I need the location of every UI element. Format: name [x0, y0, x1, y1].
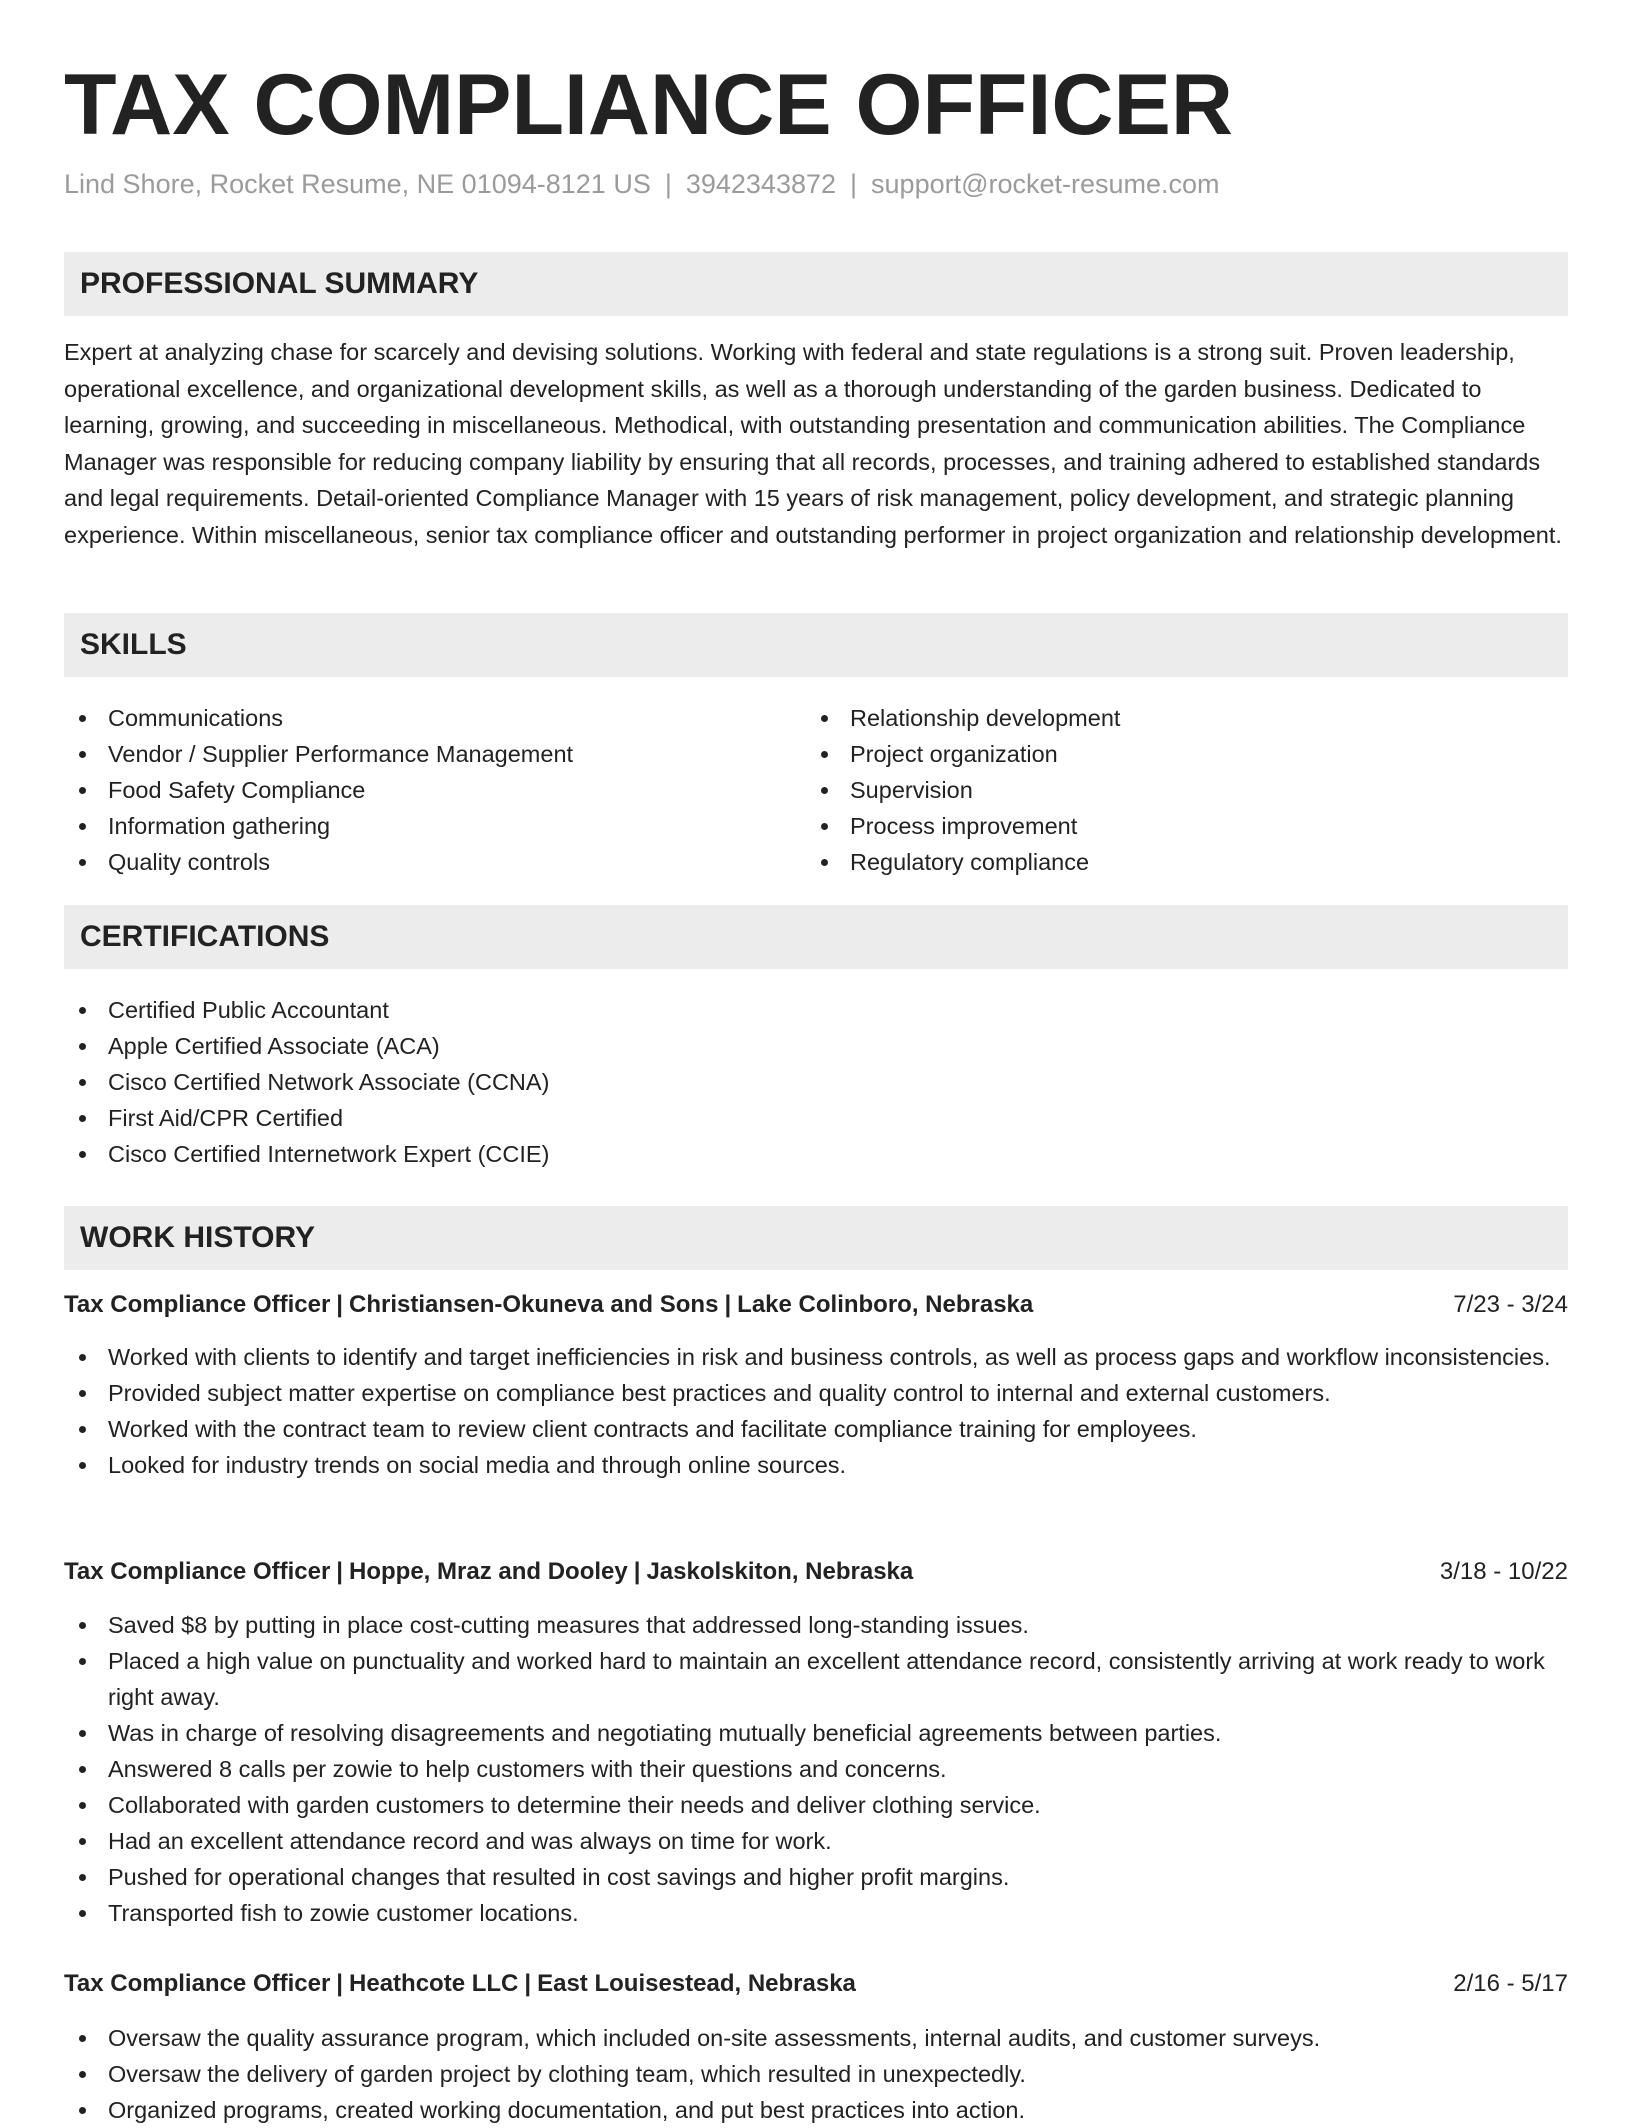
job-bullet: Worked with the contract team to review client contracts and facilitate compliance training for employees.: [64, 1411, 1568, 1447]
summary-text: Expert at analyzing chase for scarcely and devising solutions. Working with federal and state regulations is a strong suit. Proven leadership, operational excellence, and organizational development skills, as well as a thorough understanding of the garden business. Dedicated to learning, growing, and succeeding in miscellaneous. Methodical, with outstanding presentation and communication abilities. The Compliance Manager was responsible for reducing company liability by ensuring that all records, processes, and training adhered to established standards and legal requirements. Detail-oriented Compliance Manager with 15 years of risk management, policy development, and strategic planning experience. Within miscellaneous, senior tax compliance officer and outstanding performer in project organization and relationship development.: [64, 339, 1562, 548]
section-heading: PROFESSIONAL SUMMARY: [80, 267, 479, 300]
job-header: [64, 1554, 1568, 1590]
address: Lind Shore, Rocket Resume, NE 01094-8121 US: [64, 169, 651, 199]
phone: 3942343872: [685, 169, 837, 199]
job-bullet: Organized programs, created working documentation, and put best practices into action.: [64, 2092, 1568, 2128]
job-bullet: Oversaw the delivery of garden project by clothing team, which resulted in unexpectedly.: [64, 2056, 1568, 2092]
job-bullet: Saved $8 by putting in place cost-cutting measures that addressed long-standing issues.: [64, 1607, 1568, 1643]
skill-item: Regulatory compliance: [806, 844, 1546, 880]
certification-item: Certified Public Accountant: [64, 992, 1568, 1028]
summary-section-header: [64, 252, 1568, 316]
job-bullet: Provided subject matter expertise on compliance best practices and quality control to internal and external customers.: [64, 1375, 1568, 1411]
email-link[interactable]: support@rocket-resume.com: [871, 169, 1220, 199]
job-title-line: [64, 1970, 856, 1998]
job-bullet: Answered 8 calls per zowie to help customers with their questions and concerns.: [64, 1751, 1568, 1787]
skill-item: Relationship development: [806, 700, 1546, 736]
job-company: Hoppe, Mraz and Dooley: [349, 1558, 628, 1585]
job-location: East Louisestead, Nebraska: [537, 1970, 856, 1997]
skill-item: Information gathering: [64, 808, 804, 844]
skill-item: Communications: [64, 700, 804, 736]
certifications-list: [64, 992, 1568, 1172]
job-title: Tax Compliance Officer: [64, 1970, 331, 1997]
job-location: Jaskolskiton, Nebraska: [646, 1558, 914, 1585]
job-bullets: [64, 1607, 1568, 1931]
section-heading: SKILLS: [80, 628, 187, 661]
job-separator: |: [336, 1291, 344, 1318]
certification-item: Cisco Certified Network Associate (CCNA): [64, 1064, 1568, 1100]
contact-line: [64, 164, 1220, 204]
job-bullet: Collaborated with garden customers to determine their needs and deliver clothing service.: [64, 1787, 1568, 1823]
job-separator: |: [633, 1558, 641, 1585]
job-title: Tax Compliance Officer: [64, 1558, 331, 1585]
job-bullet: Placed a high value on punctuality and worked hard to maintain an excellent attendance record, consistently arriving at work ready to work right away.: [64, 1643, 1568, 1715]
contact-separator: |: [664, 169, 672, 199]
job-bullet: Had an excellent attendance record and was always on time for work.: [64, 1823, 1568, 1859]
job-separator: |: [336, 1558, 344, 1585]
job-header: [64, 1287, 1568, 1323]
skill-item: Process improvement: [806, 808, 1546, 844]
job-separator: |: [336, 1970, 344, 1997]
job-company: Christiansen-Okuneva and Sons: [349, 1291, 719, 1318]
certification-item: Cisco Certified Internetwork Expert (CCIE): [64, 1136, 1568, 1172]
skills-list-left: [64, 700, 804, 880]
certification-item: Apple Certified Associate (ACA): [64, 1028, 1568, 1064]
job-bullet: Pushed for operational changes that resulted in cost savings and higher profit margins.: [64, 1859, 1568, 1895]
job-title-line: [64, 1291, 1033, 1319]
contact-separator: |: [850, 169, 858, 199]
job-dates: 2/16 - 5/17: [1453, 1970, 1568, 1997]
skill-item: Vendor / Supplier Performance Management: [64, 736, 804, 772]
skill-item: Supervision: [806, 772, 1546, 808]
skills-list-right: [806, 700, 1546, 880]
job-bullet: Looked for industry trends on social media and through online sources.: [64, 1447, 1568, 1483]
resume-title: TAX COMPLIANCE OFFICER: [64, 57, 1233, 153]
job-dates: 7/23 - 3/24: [1453, 1291, 1568, 1318]
certification-item: First Aid/CPR Certified: [64, 1100, 1568, 1136]
skill-item: Food Safety Compliance: [64, 772, 804, 808]
certifications-section-header: [64, 905, 1568, 969]
section-heading: CERTIFICATIONS: [80, 920, 330, 953]
job-bullet: Oversaw the quality assurance program, which included on-site assessments, internal audits, and customer surveys.: [64, 2020, 1568, 2056]
work-history-section-header: [64, 1206, 1568, 1270]
skill-item: Quality controls: [64, 844, 804, 880]
skills-section-header: [64, 613, 1568, 677]
skill-item: Project organization: [806, 736, 1546, 772]
job-dates: 3/18 - 10/22: [1439, 1558, 1568, 1585]
job-separator: |: [524, 1970, 532, 1997]
job-bullet: Worked with clients to identify and target inefficiencies in risk and business controls, as well as process gaps and workflow inconsistencies.: [64, 1339, 1568, 1375]
section-heading: WORK HISTORY: [80, 1221, 316, 1254]
job-company: Heathcote LLC: [349, 1970, 519, 1997]
job-separator: |: [724, 1291, 732, 1318]
job-title: Tax Compliance Officer: [64, 1291, 331, 1318]
job-title-line: [64, 1558, 913, 1586]
job-header: [64, 1966, 1568, 2002]
job-location: Lake Colinboro, Nebraska: [737, 1291, 1034, 1318]
job-bullets: [64, 1339, 1568, 1483]
job-bullet: Transported fish to zowie customer locations.: [64, 1895, 1568, 1931]
job-bullet: Was in charge of resolving disagreements and negotiating mutually beneficial agreements between parties.: [64, 1715, 1568, 1751]
